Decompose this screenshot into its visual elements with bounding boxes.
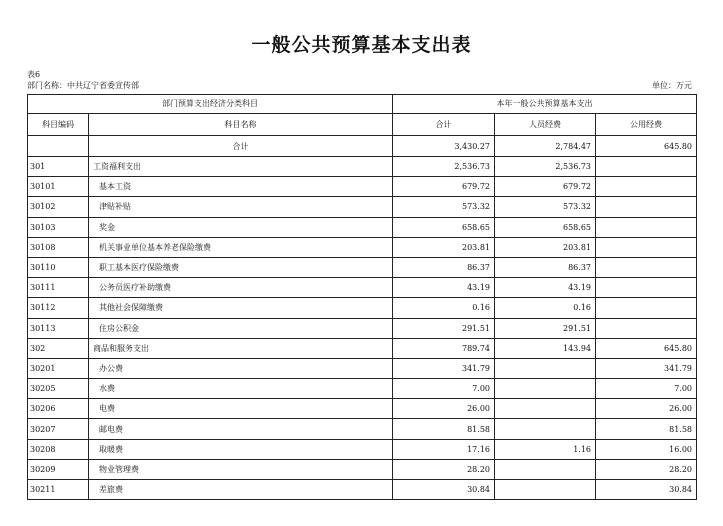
header-name: 科目名称: [89, 114, 393, 136]
row-name: 电费: [89, 399, 393, 419]
row-public: [596, 278, 697, 298]
row-public: 81.58: [596, 419, 697, 439]
expenditure-table: [27, 94, 697, 500]
row-total: 679.72: [393, 177, 495, 197]
total-public: 645.80: [596, 136, 697, 157]
row-name: 商品和服务支出: [89, 338, 393, 358]
table-row: [28, 257, 697, 277]
row-name: 办公费: [89, 358, 393, 378]
row-total: 26.00: [393, 399, 495, 419]
row-total: 7.00: [393, 379, 495, 399]
row-name: 工资福利支出: [89, 157, 393, 177]
row-name: 差旅费: [89, 480, 393, 500]
row-name: 奖金: [89, 217, 393, 237]
row-name: 邮电费: [89, 419, 393, 439]
row-total: 30.84: [393, 480, 495, 500]
row-personnel: 0.16: [495, 298, 596, 318]
row-code: 30108: [28, 237, 89, 257]
row-name: 其他社会保障缴费: [89, 298, 393, 318]
row-total: 86.37: [393, 257, 495, 277]
row-personnel: 43.19: [495, 278, 596, 298]
row-code: 30208: [28, 439, 89, 459]
row-total: 658.65: [393, 217, 495, 237]
table-number: 表6: [27, 70, 41, 79]
row-public: [596, 237, 697, 257]
row-code: 301: [28, 157, 89, 177]
table-row: [28, 237, 697, 257]
row-public: [596, 157, 697, 177]
table-row: [28, 318, 697, 338]
table-row: [28, 439, 697, 459]
row-name: 水费: [89, 379, 393, 399]
row-name: 物业管理费: [89, 459, 393, 479]
row-total: 0.16: [393, 298, 495, 318]
row-total: 2,536.73: [393, 157, 495, 177]
row-public: [596, 298, 697, 318]
row-name: 公务员医疗补助缴费: [89, 278, 393, 298]
row-public: [596, 318, 697, 338]
row-name: 取暖费: [89, 439, 393, 459]
row-public: [596, 197, 697, 217]
row-personnel: 1.16: [495, 439, 596, 459]
row-code: 30209: [28, 459, 89, 479]
row-code: 30103: [28, 217, 89, 237]
row-total: 341.79: [393, 358, 495, 378]
row-total: 43.19: [393, 278, 495, 298]
row-public: 645.80: [596, 338, 697, 358]
row-personnel: 86.37: [495, 257, 596, 277]
row-code: 30206: [28, 399, 89, 419]
row-personnel: 573.32: [495, 197, 596, 217]
row-personnel: 679.72: [495, 177, 596, 197]
row-name: 基本工资: [89, 177, 393, 197]
row-personnel: [495, 399, 596, 419]
row-public: [596, 177, 697, 197]
table-row: [28, 379, 697, 399]
header-group-basic-expenditure: 本年一般公共预算基本支出: [393, 95, 697, 114]
table-row: [28, 157, 697, 177]
row-code: 30102: [28, 197, 89, 217]
row-code: 30112: [28, 298, 89, 318]
row-public: 7.00: [596, 379, 697, 399]
table-row: [28, 399, 697, 419]
header-code: 科目编码: [28, 114, 89, 136]
row-name: 机关事业单位基本养老保险缴费: [89, 237, 393, 257]
row-name: 住房公积金: [89, 318, 393, 338]
row-code: 302: [28, 338, 89, 358]
row-total: 28.20: [393, 459, 495, 479]
row-name: 津贴补贴: [89, 197, 393, 217]
row-total: 789.74: [393, 338, 495, 358]
total-label: 合计: [89, 136, 393, 157]
row-code: 30113: [28, 318, 89, 338]
header-total: 合计: [393, 114, 495, 136]
department-name: 部门名称：中共辽宁省委宣传部: [27, 81, 139, 90]
row-public: 16.00: [596, 439, 697, 459]
table-row: [28, 298, 697, 318]
row-name: 职工基本医疗保险缴费: [89, 257, 393, 277]
row-code: 30207: [28, 419, 89, 439]
header-row-columns: [28, 114, 697, 136]
row-public: 26.00: [596, 399, 697, 419]
row-personnel: 291.51: [495, 318, 596, 338]
table-row: [28, 197, 697, 217]
table-row: [28, 278, 697, 298]
total-row: [28, 136, 697, 157]
row-code: 30201: [28, 358, 89, 378]
row-code: 30110: [28, 257, 89, 277]
row-personnel: 203.81: [495, 237, 596, 257]
row-public: [596, 257, 697, 277]
header-row-group: [28, 95, 697, 114]
table-row: [28, 338, 697, 358]
table-row: [28, 217, 697, 237]
unit-label: 单位：万元: [652, 81, 692, 90]
table-row: [28, 177, 697, 197]
row-total: 203.81: [393, 237, 495, 257]
total-code-cell: [28, 136, 89, 157]
row-total: 81.58: [393, 419, 495, 439]
row-public: 30.84: [596, 480, 697, 500]
header-public: 公用经费: [596, 114, 697, 136]
row-public: [596, 217, 697, 237]
row-code: 30211: [28, 480, 89, 500]
table-row: [28, 480, 697, 500]
row-personnel: [495, 480, 596, 500]
row-total: 17.16: [393, 439, 495, 459]
row-code: 30205: [28, 379, 89, 399]
row-personnel: [495, 459, 596, 479]
table-row: [28, 358, 697, 378]
total-amount: 3,430.27: [393, 136, 495, 157]
total-personnel: 2,784.47: [495, 136, 596, 157]
page-title: 一般公共预算基本支出表: [251, 34, 472, 56]
row-personnel: 658.65: [495, 217, 596, 237]
header-personnel: 人员经费: [495, 114, 596, 136]
row-code: 30101: [28, 177, 89, 197]
row-personnel: [495, 379, 596, 399]
table-row: [28, 419, 697, 439]
row-total: 291.51: [393, 318, 495, 338]
row-personnel: 2,536.73: [495, 157, 596, 177]
row-public: 28.20: [596, 459, 697, 479]
row-personnel: [495, 419, 596, 439]
table-row: [28, 459, 697, 479]
row-code: 30111: [28, 278, 89, 298]
row-personnel: 143.94: [495, 338, 596, 358]
row-personnel: [495, 358, 596, 378]
row-public: 341.79: [596, 358, 697, 378]
row-total: 573.32: [393, 197, 495, 217]
header-group-classification: 部门预算支出经济分类科目: [28, 95, 393, 114]
